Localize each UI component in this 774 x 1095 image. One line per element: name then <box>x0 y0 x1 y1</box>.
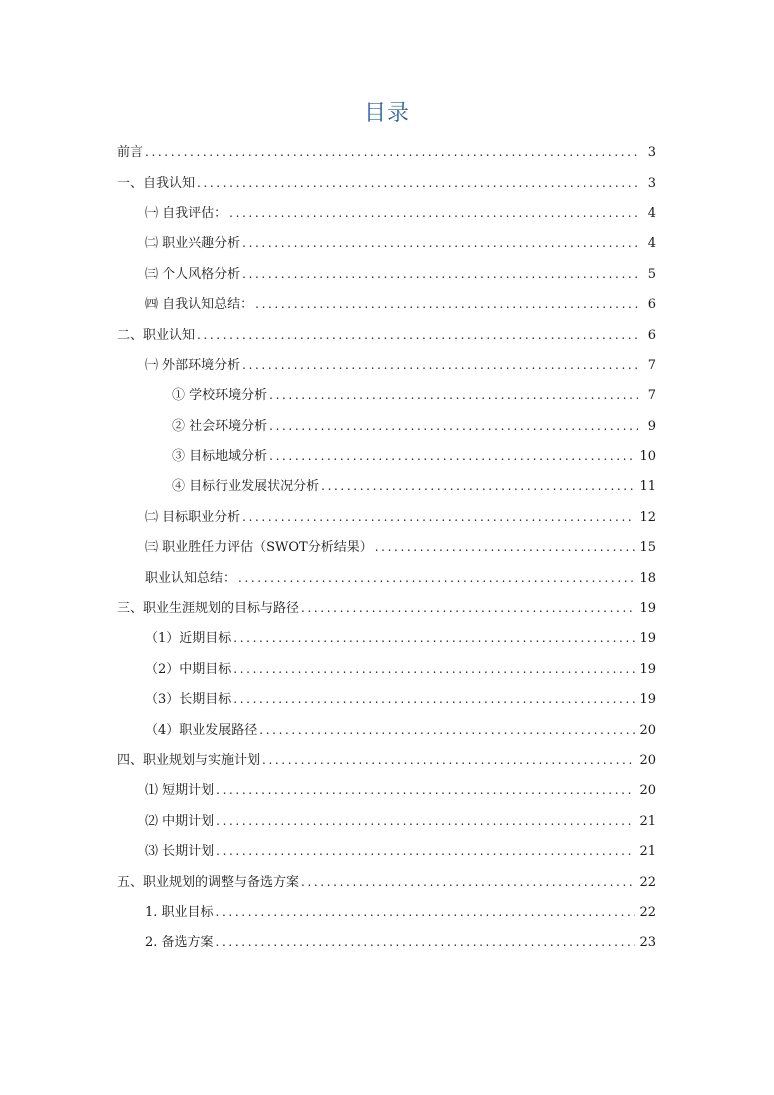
table-of-contents <box>0 138 774 959</box>
toc-dot-leader <box>301 874 635 890</box>
toc-entry-label: ㈠ 自我评估： <box>145 205 228 221</box>
toc-entry-page-number: 22 <box>639 874 656 890</box>
toc-entry[interactable] <box>0 381 774 411</box>
toc-dot-leader <box>233 691 635 707</box>
toc-entry[interactable] <box>0 624 774 654</box>
toc-entry[interactable] <box>0 260 774 290</box>
toc-entry-page-number: 19 <box>639 661 656 677</box>
toc-entry-page-number: 22 <box>639 904 656 920</box>
toc-entry-label: ② 社会环境分析 <box>172 418 268 434</box>
toc-entry-page-number: 19 <box>639 631 656 647</box>
toc-dot-leader <box>216 813 635 829</box>
toc-entry-label: 2. 备选方案 <box>145 935 214 951</box>
toc-entry-label: 职业认知总结： <box>145 570 237 586</box>
toc-entry[interactable] <box>0 138 774 168</box>
toc-entry[interactable] <box>0 928 774 958</box>
toc-entry-label: 一、自我认知 <box>117 175 196 191</box>
toc-entry[interactable] <box>0 290 774 320</box>
toc-dot-leader <box>216 904 636 920</box>
toc-entry[interactable] <box>0 746 774 776</box>
toc-entry-page-number: 20 <box>639 783 656 799</box>
toc-dot-leader <box>269 418 638 434</box>
toc-dot-leader <box>269 387 638 403</box>
toc-entry-page-number: 19 <box>639 601 656 617</box>
toc-entry-page-number: 18 <box>639 570 656 586</box>
toc-dot-leader <box>242 509 635 525</box>
toc-dot-leader <box>262 752 635 768</box>
toc-dot-leader <box>242 235 638 251</box>
toc-entry[interactable] <box>0 533 774 563</box>
toc-entry-page-number: 19 <box>639 692 656 708</box>
toc-entry[interactable] <box>0 503 774 533</box>
toc-dot-leader <box>375 539 636 555</box>
toc-entry-label: （1）近期目标 <box>145 631 232 647</box>
toc-dot-leader <box>233 661 635 677</box>
toc-entry-label: ④ 目标行业发展状况分析 <box>172 479 320 495</box>
toc-dot-leader <box>242 357 638 373</box>
toc-dot-leader <box>229 205 638 221</box>
toc-entry-label: ㈡ 职业兴趣分析 <box>145 236 241 252</box>
toc-entry[interactable] <box>0 807 774 837</box>
toc-entry-label: ⑶ 长期计划 <box>145 844 215 860</box>
toc-entry-page-number: 11 <box>639 479 656 495</box>
toc-entry-label: 三、职业生涯规划的目标与路径 <box>117 601 300 617</box>
toc-entry-page-number: 7 <box>647 388 656 404</box>
toc-dot-leader <box>216 843 635 859</box>
toc-entry-page-number: 3 <box>647 145 656 161</box>
toc-entry-page-number: 4 <box>647 205 656 221</box>
toc-entry-label: ③ 目标地域分析 <box>172 449 268 465</box>
toc-entry-page-number: 12 <box>639 509 656 525</box>
toc-entry-label: 四、职业规划与实施计划 <box>117 753 261 768</box>
toc-entry-page-number: 20 <box>639 753 656 768</box>
toc-entry-label: （4）职业发展路径 <box>145 722 258 738</box>
toc-dot-leader <box>197 175 638 191</box>
toc-entry[interactable] <box>0 655 774 685</box>
toc-entry-label: ⑵ 中期计划 <box>145 813 215 829</box>
toc-entry[interactable] <box>0 685 774 715</box>
toc-entry-label: （3）长期目标 <box>145 692 232 708</box>
toc-dot-leader <box>242 266 638 282</box>
toc-dot-leader <box>233 630 635 646</box>
toc-dot-leader <box>301 600 635 616</box>
toc-dot-leader <box>197 327 638 343</box>
toc-entry-page-number: 20 <box>639 722 656 738</box>
toc-entry-page-number: 9 <box>647 418 656 434</box>
toc-entry[interactable] <box>0 867 774 897</box>
toc-entry[interactable] <box>0 594 774 624</box>
toc-entry[interactable] <box>0 776 774 806</box>
toc-entry[interactable] <box>0 229 774 259</box>
toc-entry[interactable] <box>0 472 774 502</box>
toc-entry-label: 五、职业规划的调整与备选方案 <box>117 874 300 890</box>
toc-entry-label: 二、职业认知 <box>117 327 196 343</box>
toc-entry[interactable] <box>0 837 774 867</box>
toc-entry-label: ㈢ 职业胜任力评估（SWOT分析结果） <box>145 540 373 556</box>
toc-entry[interactable] <box>0 442 774 472</box>
toc-dot-leader <box>216 934 636 950</box>
toc-entry-label: （2）中期目标 <box>145 661 232 677</box>
toc-entry[interactable] <box>0 898 774 928</box>
toc-entry-label: ㈣ 自我认知总结： <box>145 297 254 313</box>
toc-entry-page-number: 5 <box>647 266 656 282</box>
toc-entry[interactable] <box>0 351 774 381</box>
toc-entry-page-number: 10 <box>639 449 656 465</box>
toc-entry-page-number: 7 <box>647 357 656 373</box>
toc-dot-leader <box>255 296 638 312</box>
toc-entry-page-number: 6 <box>647 297 656 313</box>
toc-dot-leader <box>321 478 635 494</box>
toc-dot-leader <box>216 782 635 798</box>
toc-entry-page-number: 4 <box>647 236 656 252</box>
toc-dot-leader <box>145 144 638 160</box>
toc-dot-leader <box>269 448 635 464</box>
toc-entry-page-number: 3 <box>647 175 656 191</box>
toc-entry[interactable] <box>0 715 774 745</box>
toc-entry[interactable] <box>0 412 774 442</box>
toc-dot-leader <box>259 722 635 738</box>
toc-entry-label: ㈢ 个人风格分析 <box>145 266 241 282</box>
toc-entry-label: ㈠ 外部环境分析 <box>145 357 241 373</box>
toc-entry-page-number: 15 <box>639 540 656 556</box>
toc-entry-label: 前言 <box>117 145 144 161</box>
toc-entry[interactable] <box>0 563 774 593</box>
toc-entry-label: ⑴ 短期计划 <box>145 783 215 799</box>
toc-entry[interactable] <box>0 199 774 229</box>
toc-entry-page-number: 6 <box>647 327 656 343</box>
toc-entry-page-number: 21 <box>639 813 656 829</box>
toc-entry-page-number: 21 <box>639 844 656 860</box>
toc-entry-label: ① 学校环境分析 <box>172 388 268 404</box>
toc-entry-page-number: 23 <box>639 935 656 951</box>
toc-entry[interactable] <box>0 320 774 350</box>
toc-entry-label: 1. 职业目标 <box>145 904 214 920</box>
toc-dot-leader <box>238 570 635 586</box>
toc-title: 目录 <box>363 101 410 126</box>
toc-entry[interactable] <box>0 168 774 198</box>
toc-entry-label: ㈡ 目标职业分析 <box>145 509 241 525</box>
